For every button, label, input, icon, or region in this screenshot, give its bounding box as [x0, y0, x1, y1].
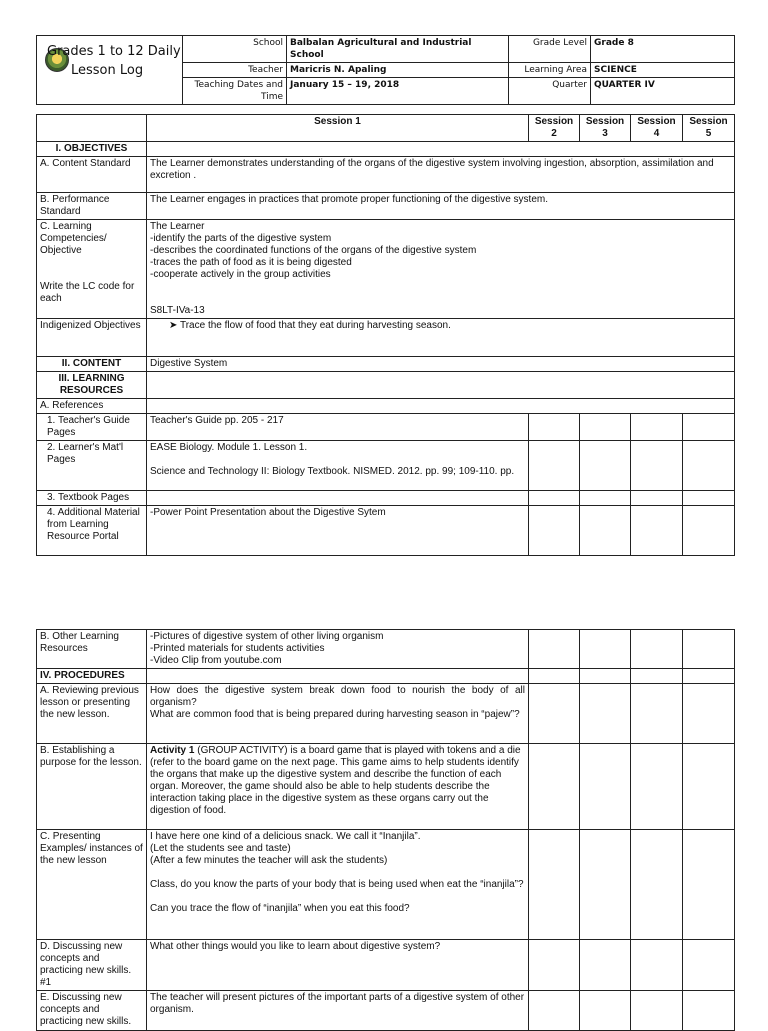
performance-standard-label: B. Performance Standard [37, 193, 147, 220]
reviewing-lesson-cell [147, 684, 529, 744]
objectives-blank [147, 142, 735, 157]
textbook-pages-label: 3. Textbook Pages [37, 491, 147, 506]
additional-material-text: -Power Point Presentation about the Digestive Sytem [147, 506, 529, 556]
learning-area-value: SCIENCE [591, 63, 735, 78]
lesson-table-2 [36, 629, 735, 1031]
content-standard-label: A. Content Standard [37, 157, 147, 193]
lc-code: S8LT-IVa-13 [150, 305, 205, 316]
school-value: Balbalan Agricultural and Industrial School [287, 36, 509, 63]
presenting-examples-label: C. Presenting Examples/ instances of the new lesson [37, 830, 147, 940]
lesson-table-1 [36, 114, 735, 556]
indigenized-cell [147, 319, 735, 357]
resources-blank [147, 372, 735, 399]
activity-description: (GROUP ACTIVITY) is a board game that is played with tokens and a die (refer to the board game on the next page. This game aims to help students identify the organs that make up the digestive system and describe the function of each organ. Moreover, the game should also be able to help students describe the interaction taking place in the digestive system as these organs carry out the digestion of food. [150, 745, 521, 816]
performance-standard-text: The Learner engages in practices that promote proper functioning of the digestive system. [147, 193, 735, 220]
teaching-dates-value: January 15 – 19, 2018 [287, 78, 509, 105]
teachers-guide-text: Teacher's Guide pp. 205 - 217 [147, 414, 529, 441]
quarter-value: QUARTER IV [591, 78, 735, 105]
example-line: (After a few minutes the teacher will ask the students) [150, 855, 388, 866]
discussing-concepts-2-label: E. Discussing new concepts and practicing new skills. [37, 991, 147, 1031]
arrow-bullet-icon: ➤ [169, 320, 180, 331]
competency-line: -identify the parts of the digestive system [150, 233, 332, 244]
other-resources-cell [147, 630, 529, 669]
establishing-purpose-label: B. Establishing a purpose for the lesson. [37, 744, 147, 830]
objectives-heading: I. OBJECTIVES [37, 142, 147, 157]
reviewing-question: How does the digestive system break down food to nourish the body of all organism? [150, 685, 525, 708]
grade-level-value: Grade 8 [591, 36, 735, 63]
teacher-value: Maricris N. Apaling [287, 63, 509, 78]
learners-material-line: EASE Biology. Module 1. Lesson 1. [150, 442, 308, 453]
reviewing-question: What are common food that is being prepared during harvesting season in “pajew”? [150, 709, 520, 720]
discussing-concepts-1-text: What other things would you like to learn about digestive system? [147, 940, 529, 991]
school-label: School [183, 36, 287, 63]
competencies-cell [147, 220, 735, 319]
grade-level-label: Grade Level [509, 36, 591, 63]
learning-area-label: Learning Area [509, 63, 591, 78]
other-resource-line: -Video Clip from youtube.com [150, 655, 282, 666]
competencies-label: C. Learning Competencies/ Objective [40, 221, 107, 256]
competency-line: -traces the path of food as it is being digested [150, 257, 352, 268]
content-standard-text: The Learner demonstrates understanding of the organs of the digestive system involving ingestion, absorption, assimilation and excretion . [147, 157, 735, 193]
competencies-label-cell [37, 220, 147, 319]
session-1-header: Session 1 [147, 115, 529, 142]
content-heading: II. CONTENT [37, 357, 147, 372]
discussing-concepts-1-label: D. Discussing new concepts and practicing new skills. #1 [37, 940, 147, 991]
presenting-examples-cell [147, 830, 529, 940]
learners-material-line: Science and Technology II: Biology Textbook. NISMED. 2012. pp. 99; 109-110. pp. [150, 466, 515, 477]
competency-line: The Learner [150, 221, 205, 232]
example-question: Can you trace the flow of “inanjila” when you eat this food? [150, 903, 410, 914]
establishing-purpose-cell [147, 744, 529, 830]
other-resources-label: B. Other Learning Resources [37, 630, 147, 669]
lesson-log-title: Grades 1 to 12 Daily Lesson Log [47, 44, 181, 78]
learning-resources-heading: III. LEARNING RESOURCES [37, 372, 147, 399]
competency-line: -cooperate actively in the group activities [150, 269, 331, 280]
example-question: Class, do you know the parts of your body that is being used when eat the “inanjila”? [150, 879, 524, 890]
session-3-header: Session 3 [580, 115, 631, 142]
indigenized-text: Trace the flow of food that they eat during harvesting season. [179, 320, 451, 331]
references-label: A. References [37, 399, 147, 414]
procedures-heading: IV. PROCEDURES [37, 669, 147, 684]
competency-line: -describes the coordinated functions of the organs of the digestive system [150, 245, 477, 256]
session-5-header: Session 5 [683, 115, 735, 142]
session-4-header: Session 4 [631, 115, 683, 142]
title-cell [37, 36, 183, 105]
learners-material-cell [147, 441, 529, 491]
other-resource-line: -Pictures of digestive system of other living organism [150, 631, 384, 642]
session-2-header: Session 2 [529, 115, 580, 142]
indigenized-label: Indigenized Objectives [37, 319, 147, 357]
teacher-label: Teacher [183, 63, 287, 78]
reviewing-lesson-label: A. Reviewing previous lesson or presenting the new lesson. [37, 684, 147, 744]
example-line: I have here one kind of a delicious snack. We call it “Inanjila”. [150, 831, 421, 842]
references-blank [147, 399, 735, 414]
additional-material-label: 4. Additional Material from Learning Resource Portal [37, 506, 147, 556]
other-resource-line: -Printed materials for students activities [150, 643, 325, 654]
header-table [36, 35, 735, 105]
discussing-concepts-2-text: The teacher will present pictures of the important parts of a digestive system of other organism. [147, 991, 529, 1031]
teachers-guide-label: 1. Teacher's Guide Pages [37, 414, 147, 441]
quarter-label: Quarter [509, 78, 591, 105]
activity-title: Activity 1 [150, 745, 195, 756]
example-line: (Let the students see and taste) [150, 843, 291, 854]
blank-header-cell [37, 115, 147, 142]
content-text: Digestive System [147, 357, 735, 372]
lc-code-label: Write the LC code for each [40, 281, 135, 304]
teaching-dates-label: Teaching Dates and Time [183, 78, 287, 105]
learners-material-label: 2. Learner's Mat'l Pages [37, 441, 147, 491]
